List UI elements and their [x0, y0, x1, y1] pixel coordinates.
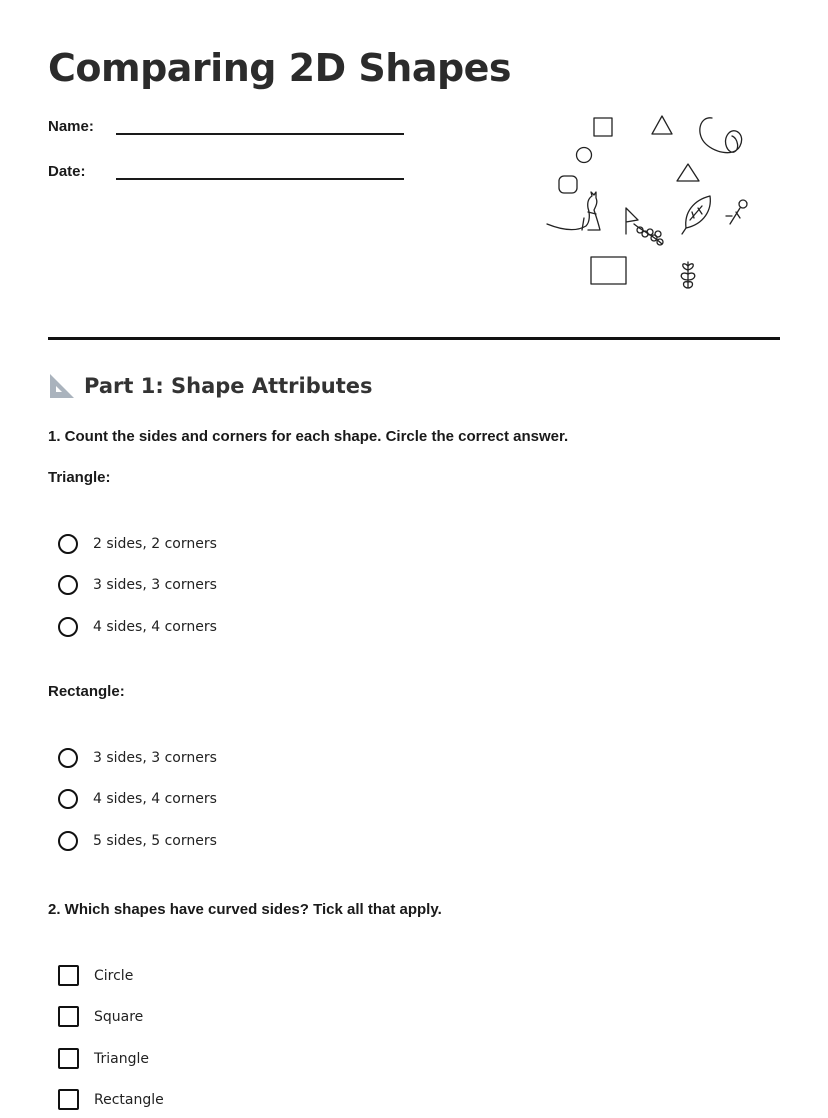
- berry-branch-icon-2: [681, 262, 695, 288]
- radio-circle[interactable]: [58, 534, 78, 554]
- flower-icon: [726, 200, 747, 224]
- checkbox-option-square[interactable]: [58, 1006, 143, 1027]
- name-label: Name:: [48, 118, 94, 135]
- option-label: 5 sides, 5 corners: [93, 833, 217, 849]
- date-input-line[interactable]: [116, 164, 404, 180]
- circle-icon: [577, 148, 592, 163]
- date-field: [48, 163, 404, 180]
- name-input-line[interactable]: [116, 119, 404, 135]
- radio-circle[interactable]: [58, 617, 78, 637]
- radio-circle[interactable]: [58, 748, 78, 768]
- date-label: Date:: [48, 163, 86, 180]
- option-label: 3 sides, 3 corners: [93, 577, 217, 593]
- radio-circle[interactable]: [58, 575, 78, 595]
- triangle-icon: [652, 116, 672, 134]
- part1-title: Part 1: Shape Attributes: [84, 374, 373, 398]
- triangle-icon-2: [677, 164, 699, 181]
- set-square-icon: [48, 372, 76, 400]
- leaf-icon: [682, 196, 710, 234]
- option-label: 4 sides, 4 corners: [93, 791, 217, 807]
- option-label: Square: [94, 1008, 144, 1025]
- option-label: Circle: [94, 967, 134, 984]
- triangle-option-2[interactable]: [58, 575, 217, 595]
- checkbox[interactable]: [58, 1048, 79, 1069]
- rectangle-option-2[interactable]: [58, 789, 217, 809]
- rectangle-icon: [591, 257, 626, 284]
- option-label: Rectangle: [94, 1091, 164, 1108]
- checkbox-option-triangle[interactable]: [58, 1048, 149, 1069]
- radio-circle[interactable]: [58, 789, 78, 809]
- checkbox[interactable]: [58, 965, 79, 986]
- checkbox[interactable]: [58, 1089, 79, 1110]
- swirl-icon: [700, 118, 742, 153]
- rectangle-option-1[interactable]: [58, 748, 217, 768]
- checkbox-option-rectangle[interactable]: [58, 1089, 164, 1110]
- shapes-illustration: [544, 108, 754, 294]
- pennant-icon: [626, 208, 638, 234]
- rectangle-option-3[interactable]: [58, 831, 217, 851]
- question-1-prompt: 1. Count the sides and corners for each shape. Circle the correct answer.: [48, 428, 569, 445]
- square-icon: [594, 118, 612, 136]
- option-label: 2 sides, 2 corners: [93, 536, 217, 552]
- rectangle-group-label: Rectangle:: [48, 683, 125, 700]
- triangle-group-label: Triangle:: [48, 469, 111, 486]
- triangle-option-3[interactable]: [58, 617, 217, 637]
- name-field: [48, 118, 404, 135]
- page-title: Comparing 2D Shapes: [48, 46, 512, 90]
- option-label: Triangle: [94, 1050, 149, 1067]
- question-2-prompt: 2. Which shapes have curved sides? Tick all that apply.: [48, 901, 442, 918]
- triangle-option-1[interactable]: [58, 534, 217, 554]
- option-label: 3 sides, 3 corners: [93, 750, 217, 766]
- part1-header: [48, 372, 373, 400]
- kangaroo-icon: [547, 192, 600, 230]
- checkbox[interactable]: [58, 1006, 79, 1027]
- radio-circle[interactable]: [58, 831, 78, 851]
- berry-branch-icon: [634, 224, 663, 245]
- rounded-square-icon: [559, 176, 577, 193]
- option-label: 4 sides, 4 corners: [93, 619, 217, 635]
- header-divider: [48, 337, 780, 340]
- checkbox-option-circle[interactable]: [58, 965, 133, 986]
